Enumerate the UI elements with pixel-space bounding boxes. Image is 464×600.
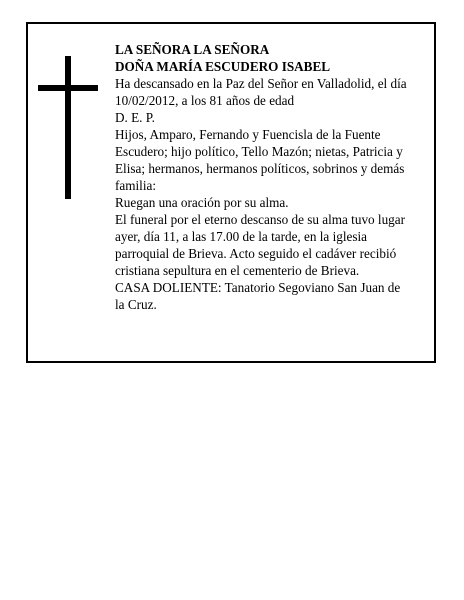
notice-line: ayer, día 11, a las 17.00 de la tarde, en la iglesia: [115, 229, 368, 244]
deceased-name: DOÑA MARÍA ESCUDERO ISABEL: [115, 59, 331, 74]
notice-line: CASA DOLIENTE: Tanatorio Segoviano San Juan de: [115, 280, 401, 295]
cross-vertical-bar: [65, 56, 71, 199]
notice-line: familia:: [115, 178, 157, 193]
notice-line: Escudero; hijo político, Tello Mazón; nietas, Patricia y: [115, 144, 403, 159]
notice-line: El funeral por el eterno descanso de su alma tuvo lugar: [115, 212, 406, 227]
notice-text: [115, 41, 420, 313]
notice-line: Elisa; hermanos, hermanos políticos, sobrinos y demás: [115, 161, 405, 176]
notice-line: D. E. P.: [115, 110, 155, 125]
notice-line: cristiana sepultura en el cementerio de Brieva.: [115, 263, 360, 278]
notice-line: Ruegan una oración por su alma.: [115, 195, 289, 210]
obituary-notice: [26, 22, 436, 363]
notice-line: 10/02/2012, a los 81 años de edad: [115, 93, 295, 108]
notice-line: Ha descansado en la Paz del Señor en Valladolid, el día: [115, 76, 407, 91]
notice-heading-title: LA SEÑORA LA SEÑORA: [115, 42, 270, 57]
notice-line: la Cruz.: [115, 297, 157, 312]
notice-line: Hijos, Amparo, Fernando y Fuencisla de la Fuente: [115, 127, 381, 142]
latin-cross-icon: [28, 24, 108, 224]
cross-horizontal-bar: [38, 85, 98, 91]
notice-line: parroquial de Brieva. Acto seguido el cadáver recibió: [115, 246, 397, 261]
